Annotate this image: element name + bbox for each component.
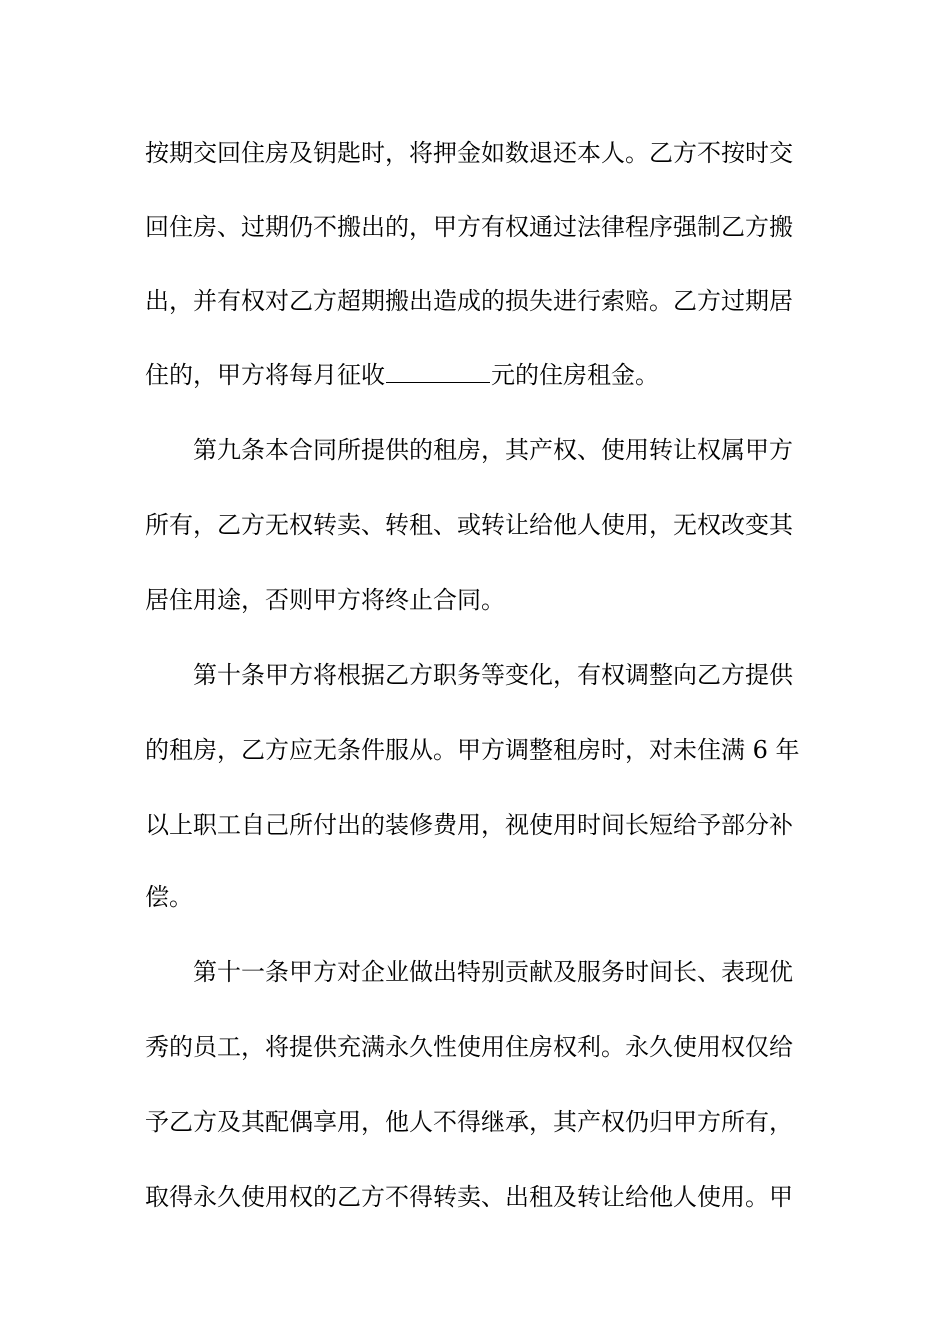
text-line: 出，并有权对乙方超期搬出造成的损失进行索赔。乙方过期居 bbox=[145, 287, 793, 315]
paragraph-article-9-first-line: 第九条本合同所提供的租房，其产权、使用转让权属甲方 bbox=[193, 436, 793, 464]
text-line: 的租房，乙方应无条件服从。甲方调整租房时，对未住满 6 年 bbox=[145, 736, 800, 764]
text-line: 取得永久使用权的乙方不得转卖、出租及转让给他人使用。甲 bbox=[145, 1183, 793, 1211]
text-line: 按期交回住房及钥匙时，将押金如数退还本人。乙方不按时交 bbox=[145, 139, 793, 167]
text-segment: 元的住房租金。 bbox=[491, 361, 659, 389]
text-line: 秀的员工，将提供充满永久性使用住房权利。永久使用权仅给 bbox=[145, 1033, 793, 1061]
text-line: 予乙方及其配偶享用，他人不得继承，其产权仍归甲方所有， bbox=[145, 1108, 793, 1136]
text-segment: 住的，甲方将每月征收 bbox=[145, 361, 385, 389]
paragraph-article-11-first-line: 第十一条甲方对企业做出特别贡献及服务时间长、表现优 bbox=[193, 958, 793, 986]
text-line: 回住房、过期仍不搬出的，甲方有权通过法律程序强制乙方搬 bbox=[145, 213, 793, 241]
fill-in-blank bbox=[386, 356, 490, 383]
text-line: 以上职工自己所付出的装修费用，视使用时间长短给予部分补 bbox=[145, 811, 793, 839]
text-line: 居住用途，否则甲方将终止合同。 bbox=[145, 586, 505, 614]
text-line: 所有，乙方无权转卖、转租、或转让给他人使用，无权改变其 bbox=[145, 511, 793, 539]
paragraph-article-10-first-line: 第十条甲方将根据乙方职务等变化，有权调整向乙方提供 bbox=[193, 661, 793, 689]
text-line-with-blank bbox=[145, 355, 815, 395]
text-line: 偿。 bbox=[145, 883, 193, 911]
